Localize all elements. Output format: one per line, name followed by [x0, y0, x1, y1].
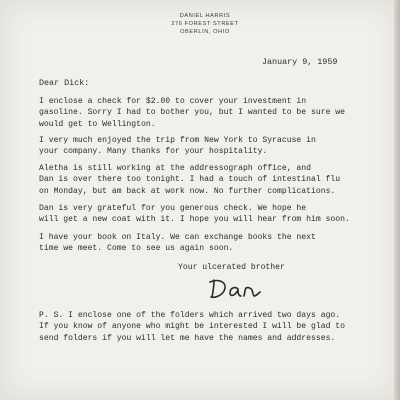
- paragraph-line: Dan is very grateful for you generous check. We hope he: [39, 204, 307, 213]
- postscript-line: P. S. I enclose one of the folders which arrived two days ago.: [39, 311, 341, 320]
- paragraph-book: [39, 232, 379, 255]
- paragraph-line: time we meet. Come to see us again soon.: [39, 244, 234, 254]
- signature-icon: [208, 276, 268, 302]
- postscript: [39, 310, 384, 344]
- paragraph-aletha: [39, 163, 379, 197]
- salutation: Dear Dick:: [39, 78, 90, 88]
- letter-date: January 9, 1959: [262, 57, 338, 67]
- postscript-line: If you know of anyone who might be interested I will be glad to: [39, 322, 345, 332]
- letterhead-city: OBERLIN, OHIO: [180, 29, 230, 36]
- paragraph-line: would get to Wellington.: [39, 119, 156, 129]
- paragraph-dan: [39, 203, 379, 226]
- paragraph-check: [39, 96, 379, 130]
- page-edge: [394, 0, 400, 400]
- paragraph-line: I very much enjoyed the trip from New York to Syracuse in: [39, 136, 316, 145]
- paragraph-line: I enclose a check for $2.00 to cover your investment in: [39, 97, 307, 106]
- paragraph-line: I have your book on Italy. We can exchange books the next: [39, 233, 316, 242]
- letterhead-street: 276 FOREST STREET: [171, 21, 239, 28]
- paragraph-line: on Monday, but am back at work now. No further complications.: [39, 186, 336, 196]
- letterhead: [150, 12, 260, 37]
- paragraph-line: will get a new coat with it. I hope you will hear from him soon.: [39, 215, 350, 225]
- paragraph-trip: [39, 135, 379, 158]
- paragraph-line: your company. Many thanks for your hospitality.: [39, 147, 268, 157]
- letterhead-name: DANIEL HARRIS: [179, 13, 231, 19]
- handwritten-signature: [208, 276, 268, 307]
- postscript-line: send folders if you will let me have the names and addresses.: [39, 333, 336, 343]
- paragraph-line: Dan is over there too tonight. I had a touch of intestinal flu: [39, 175, 341, 185]
- paragraph-line: gasoline. Sorry I had to bother you, but I wanted to be sure we: [39, 108, 345, 118]
- paragraph-line: Aletha is still working at the addressograph office, and: [39, 164, 311, 173]
- closing: Your ulcerated brother: [178, 263, 285, 272]
